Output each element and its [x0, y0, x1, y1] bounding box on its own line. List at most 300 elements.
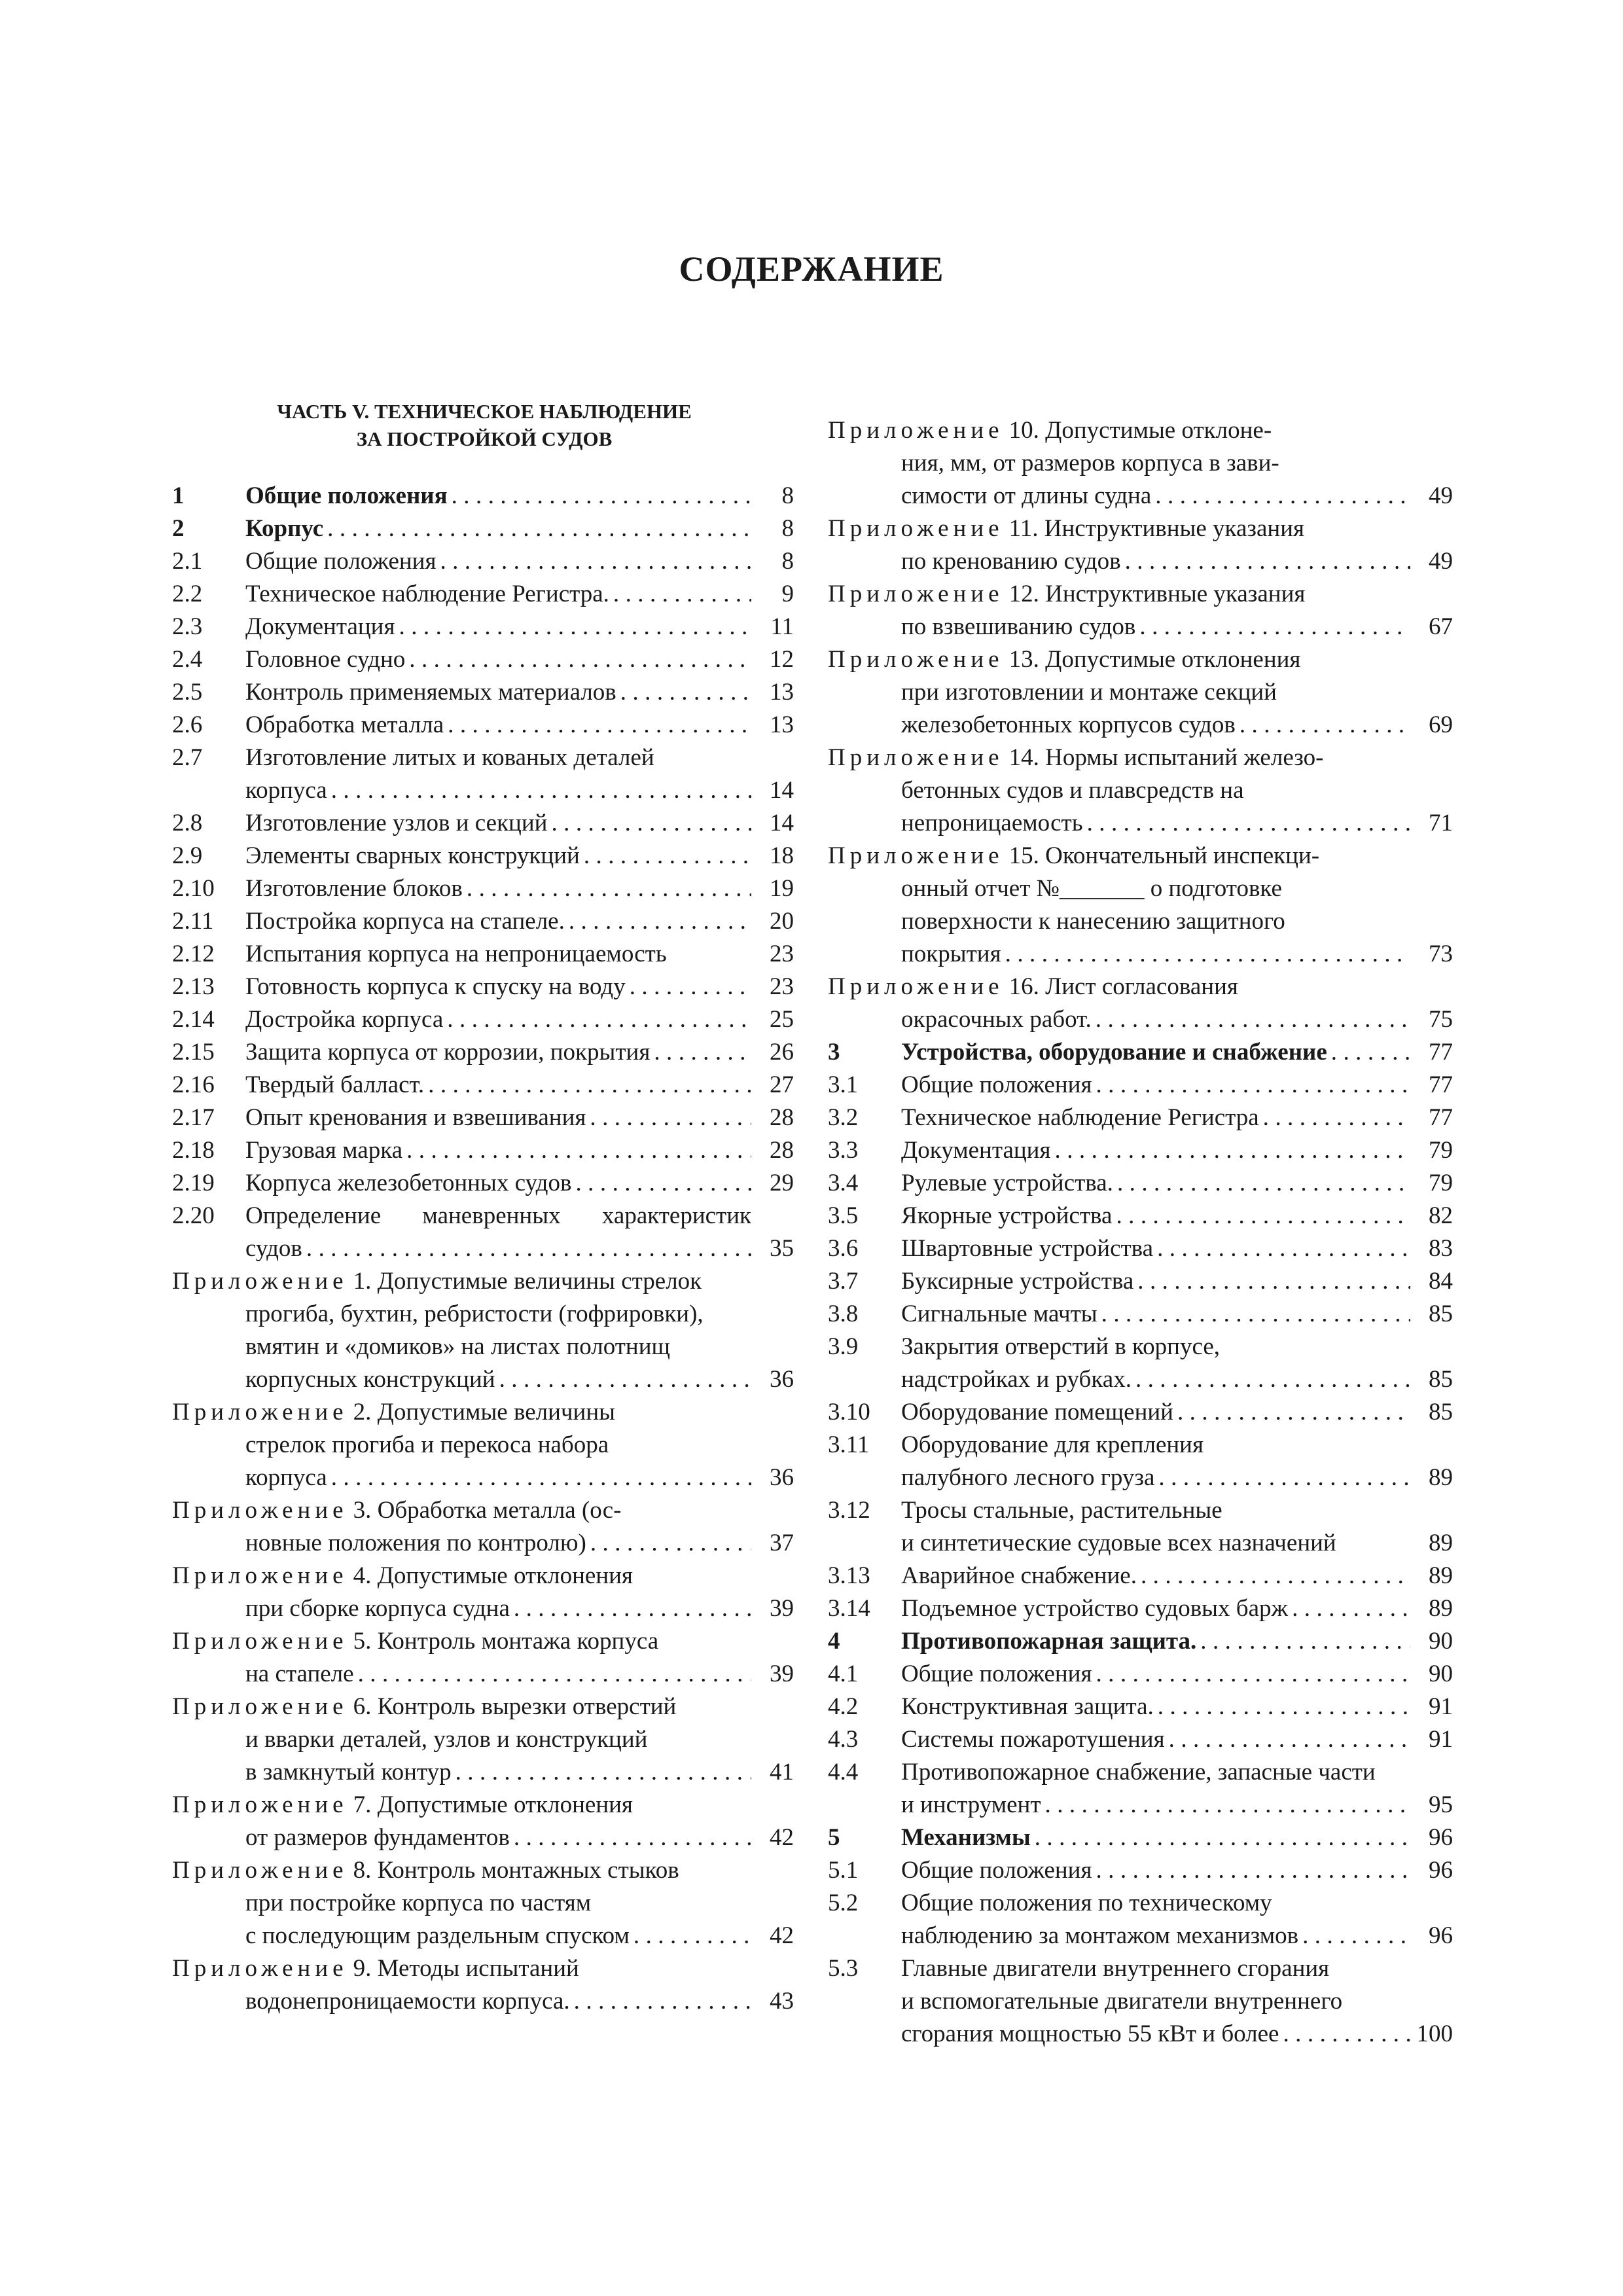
toc-entry-body: [901, 1167, 1410, 1200]
toc-entry-title: Изготовление узлов и секций: [245, 810, 548, 836]
part-title-line1: ЧАСТЬ V. ТЕХНИЧЕСКОЕ НАБЛЮДЕНИЕ: [277, 400, 692, 423]
toc-entry-body: [245, 1200, 751, 1265]
toc-entry: [172, 480, 794, 512]
toc-entry-body: [245, 1167, 751, 1200]
toc-entry-title: Общие положения: [901, 1071, 1092, 1098]
toc-entry-number: 2.5: [172, 679, 203, 706]
appendix-entry-title: 11. Инструктивные указания: [1008, 515, 1305, 542]
appendix-entry-line: [828, 872, 1410, 905]
appendix-entry: [828, 643, 1453, 742]
toc-entry-title: Достройка корпуса: [245, 1006, 444, 1033]
toc-entry-title: и инструмент: [901, 1791, 1041, 1818]
dot-leader: [514, 1592, 751, 1625]
toc-entry-title: Общие положения: [901, 1857, 1092, 1884]
appendix-entry: [828, 414, 1453, 512]
toc-entry-line: [901, 1298, 1410, 1331]
appendix-entry-title: 2. Допустимые величины: [353, 1399, 615, 1426]
toc-entry: [172, 1003, 794, 1036]
appendix-entry-line: [172, 1887, 751, 1920]
toc-page-number: 9: [781, 581, 794, 607]
toc-entry-line: [245, 578, 751, 611]
toc-entry-line: [901, 1102, 1410, 1134]
appendix-entry-line: [828, 414, 1410, 447]
appendix-entry-title: на стапеле: [245, 1660, 354, 1687]
toc-entry: [172, 676, 794, 709]
toc-entry-number: 2.16: [172, 1071, 215, 1098]
toc-entry-body: [901, 1494, 1410, 1560]
toc-entry-number: 2.14: [172, 1006, 215, 1033]
dot-leader: [633, 1920, 751, 1952]
toc-entry: [172, 611, 794, 643]
toc-entry-body: [901, 1756, 1410, 1821]
dot-leader: [1137, 1265, 1410, 1298]
toc-left-column: [172, 480, 794, 2018]
appendix-entry-title: бетонных судов и плавсредств на: [901, 777, 1244, 804]
appendix-entry-body: [172, 1691, 751, 1789]
toc-entry-title: Изготовление литых и кованых деталей: [245, 744, 654, 771]
dot-leader: [327, 512, 751, 545]
toc-entry: [172, 872, 794, 905]
toc-entry-title: Якорные устройства: [901, 1202, 1113, 1229]
toc-entry-title: Закрытия отверстий в корпусе,: [901, 1333, 1220, 1360]
toc-entry-line: [245, 1200, 751, 1232]
toc-entry-number: 2.8: [172, 810, 203, 836]
appendix-entry: [172, 1265, 794, 1396]
toc-entry-title: корпуса: [245, 777, 327, 804]
toc-entry: [172, 709, 794, 742]
appendix-entry-title: непроницаемость: [901, 810, 1083, 836]
toc-entry-number: 3.5: [828, 1202, 859, 1229]
appendix-entry-title: поверхности к нанесению защитного: [901, 908, 1285, 935]
toc-entry-number: 5: [828, 1824, 840, 1851]
toc-entry-title: Главные двигатели внутреннего сгорания: [901, 1955, 1330, 1982]
toc-entry-number: 2.4: [172, 646, 203, 673]
toc-entry: [828, 1658, 1453, 1691]
dot-leader: [620, 676, 751, 709]
appendix-entry-title: корпусных конструкций: [245, 1366, 495, 1393]
toc-entry: [828, 1723, 1453, 1756]
toc-entry-line: [901, 1952, 1410, 1985]
toc-page-number: 79: [1429, 1137, 1453, 1164]
dot-leader: [590, 1527, 751, 1560]
toc-entry-title: сгорания мощностью 55 кВт и более: [901, 2020, 1279, 2047]
toc-entry-number: 2.3: [172, 613, 203, 640]
toc-entry-number: 4.1: [828, 1660, 859, 1687]
toc-entry-line: [901, 1625, 1410, 1658]
dot-leader: [1096, 1658, 1410, 1691]
appendix-label: Приложение: [172, 1399, 348, 1426]
toc-entry-number: 4: [828, 1628, 840, 1655]
toc-entry-title: Буксирные устройства: [901, 1268, 1134, 1295]
appendix-entry-line: [172, 1331, 751, 1363]
appendix-label: Приложение: [828, 417, 1004, 444]
toc-page-number: 12: [770, 646, 794, 673]
toc-entry-number: 2.17: [172, 1104, 215, 1131]
toc-entry-body: [901, 1592, 1410, 1625]
toc-entry: [828, 1756, 1453, 1821]
dot-leader: [409, 643, 751, 676]
appendix-entry-line: [828, 774, 1410, 807]
toc-page-number: 77: [1429, 1039, 1453, 1066]
toc-entry-body: [245, 480, 751, 512]
toc-page-number: 20: [770, 908, 794, 935]
dot-leader: [452, 480, 751, 512]
appendix-entry: [172, 1396, 794, 1494]
dot-leader: [1101, 1298, 1410, 1331]
appendix-label: Приложение: [828, 973, 1004, 1000]
toc-entry: [172, 1200, 794, 1265]
toc-entry-line: [245, 643, 751, 676]
appendix-entry-body: [828, 414, 1410, 512]
toc-entry-line: [901, 1560, 1410, 1592]
appendix-entry-line: [828, 611, 1410, 643]
toc-entry-title: Техническое наблюдение Регистра.: [245, 581, 609, 607]
toc-entry-number: 2.15: [172, 1039, 215, 1066]
toc-entry: [828, 1952, 1453, 2051]
dot-leader: [1283, 2018, 1410, 2051]
toc-entry-number: 3.12: [828, 1497, 870, 1524]
toc-entry-title: Общие положения: [901, 1660, 1092, 1687]
dot-leader: [467, 872, 751, 905]
toc-entry-title: Сигнальные мачты: [901, 1300, 1097, 1327]
toc-entry-body: [245, 1069, 751, 1102]
page-title: СОДЕРЖАНИЕ: [679, 249, 944, 289]
toc-entry-body: [245, 1102, 751, 1134]
toc-entry-number: 2.19: [172, 1170, 215, 1196]
toc-entry-title: Общие положения: [245, 482, 448, 509]
appendix-entry-title: водонепроницаемости корпуса.: [245, 1988, 570, 2015]
toc-entry-line: [245, 774, 751, 807]
toc-entry-line: [901, 1363, 1410, 1396]
toc-entry-line: [245, 807, 751, 840]
toc-entry-number: 3.9: [828, 1333, 859, 1360]
appendix-label: Приложение: [172, 1693, 348, 1720]
toc-page-number: 90: [1429, 1660, 1453, 1687]
toc-page-number: 8: [781, 548, 794, 575]
appendix-entry-title: и вварки деталей, узлов и конструкций: [245, 1726, 648, 1753]
dot-leader: [514, 1821, 751, 1854]
toc-entry-title: Твердый балласт.: [245, 1071, 425, 1098]
toc-entry-number: 2.12: [172, 941, 215, 967]
toc-page-number: 29: [770, 1170, 794, 1196]
toc-entry-title: Обработка металла: [245, 711, 444, 738]
toc-entry: [828, 1265, 1453, 1298]
toc-entry-number: 4.2: [828, 1693, 859, 1720]
toc-page-number: 14: [770, 810, 794, 836]
toc-entry-number: 1: [172, 482, 185, 509]
toc-page-number: 25: [770, 1006, 794, 1033]
toc-page-number: 79: [1429, 1170, 1453, 1196]
toc-page-number: 19: [770, 875, 794, 902]
dot-leader: [1158, 1462, 1410, 1494]
toc-page-number: 26: [770, 1039, 794, 1066]
appendix-entry-line: [828, 807, 1410, 840]
toc-entry-body: [901, 1560, 1410, 1592]
toc-entry-number: 2.13: [172, 973, 215, 1000]
appendix-entry-line: [828, 545, 1410, 578]
toc-entry-body: [245, 840, 751, 872]
appendix-entry: [828, 578, 1453, 643]
dot-leader: [551, 807, 751, 840]
dot-leader: [1096, 1003, 1410, 1036]
appendix-entry-body: [828, 643, 1410, 742]
toc-entry-number: 2: [172, 515, 185, 542]
dot-leader: [331, 1462, 751, 1494]
toc-page-number: 75: [1429, 1006, 1453, 1033]
toc-page-number: 77: [1429, 1104, 1453, 1131]
toc-entry-number: 3.1: [828, 1071, 859, 1098]
toc-page-number: 85: [1429, 1366, 1453, 1393]
toc-entry-title: Защита корпуса от коррозии, покрытия: [245, 1039, 651, 1066]
toc-page-number: 85: [1429, 1300, 1453, 1327]
toc-page-number: 71: [1429, 810, 1453, 836]
toc-entry-number: 2.18: [172, 1137, 215, 1164]
toc-entry-number: 3.2: [828, 1104, 859, 1131]
toc-entry-line: [245, 512, 751, 545]
toc-entry-body: [245, 578, 751, 611]
appendix-label: Приложение: [828, 515, 1004, 542]
toc-entry-title: Документация: [245, 613, 395, 640]
appendix-entry-line: [172, 1821, 751, 1854]
toc-entry-line: [901, 1232, 1410, 1265]
toc-entry-line: [901, 1723, 1410, 1756]
toc-entry-body: [245, 1036, 751, 1069]
appendix-entry-title: 16. Лист согласования: [1008, 973, 1238, 1000]
toc-entry-line: [245, 709, 751, 742]
dot-leader: [654, 1036, 751, 1069]
toc-page-number: 43: [770, 1988, 794, 2015]
toc-entry-title: судов: [245, 1235, 302, 1262]
appendix-entry-line: [172, 1789, 751, 1821]
toc-entry: [172, 742, 794, 807]
appendix-entry-title: при изготовлении и монтаже секций: [901, 679, 1277, 706]
toc-entry-title: Общие положения по техническому: [901, 1890, 1272, 1916]
toc-entry-line: [245, 1134, 751, 1167]
toc-entry-line: [901, 1887, 1410, 1920]
toc-page-number: 89: [1429, 1530, 1453, 1556]
toc-entry-title: Конструктивная защита.: [901, 1693, 1154, 1720]
toc-entry-number: 3.14: [828, 1595, 870, 1622]
toc-entry: [828, 1232, 1453, 1265]
dot-leader: [1096, 1069, 1410, 1102]
dot-leader: [1263, 1102, 1410, 1134]
appendix-entry-line: [172, 1592, 751, 1625]
toc-entry-line: [901, 1265, 1410, 1298]
appendix-entry-title: с последующим раздельным спуском: [245, 1922, 630, 1949]
toc-right-column: [828, 414, 1453, 2051]
dot-leader: [1158, 1691, 1410, 1723]
toc-entry-title: Общие положения: [245, 548, 437, 575]
toc-entry-title: Контроль применяемых материалов: [245, 679, 616, 706]
toc-entry-line: [901, 1789, 1410, 1821]
toc-entry-title: Тросы стальные, растительные: [901, 1497, 1222, 1524]
dot-leader: [575, 1167, 751, 1200]
toc-entry: [172, 938, 794, 971]
appendix-entry-title: 10. Допустимые отклоне-: [1008, 417, 1272, 444]
toc-entry-body: [901, 1625, 1410, 1658]
dot-leader: [1135, 1363, 1410, 1396]
toc-entry: [172, 512, 794, 545]
appendix-entry-line: [172, 1920, 751, 1952]
toc-page-number: 69: [1429, 711, 1453, 738]
toc-entry-body: [245, 545, 751, 578]
part-title: [170, 398, 798, 453]
appendix-label: Приложение: [172, 1268, 348, 1295]
toc-entry-number: 3.4: [828, 1170, 859, 1196]
toc-entry: [172, 1167, 794, 1200]
toc-entry-line: [245, 676, 751, 709]
toc-entry-title: Оборудование помещений: [901, 1399, 1173, 1426]
toc-entry: [172, 1036, 794, 1069]
toc-entry-body: [245, 938, 751, 971]
appendix-entry-body: [828, 742, 1410, 840]
toc-entry-number: 2.1: [172, 548, 203, 575]
toc-page-number: 8: [781, 482, 794, 509]
appendix-entry-title: 6. Контроль вырезки отверстий: [353, 1693, 677, 1720]
toc-entry-line: [901, 1036, 1410, 1069]
toc-entry-title: и вспомогательные двигатели внутреннего: [901, 1988, 1343, 2015]
toc-entry-line: [901, 1985, 1410, 2018]
toc-entry-number: 3.13: [828, 1562, 870, 1589]
toc-entry: [828, 1821, 1453, 1854]
toc-entry-body: [901, 1200, 1410, 1232]
appendix-entry-title: 1. Допустимые величины стрелок: [353, 1268, 702, 1295]
toc-page-number: 67: [1429, 613, 1453, 640]
toc-entry-title: Грузовая марка: [245, 1137, 403, 1164]
toc-page-number: 91: [1429, 1693, 1453, 1720]
toc-entry-title: Техническое наблюдение Регистра: [901, 1104, 1259, 1131]
toc-entry: [828, 1625, 1453, 1658]
toc-entry-number: 3.8: [828, 1300, 859, 1327]
appendix-entry-line: [172, 1854, 751, 1887]
dot-leader: [1141, 1560, 1410, 1592]
appendix-entry-title: по кренованию судов: [901, 548, 1121, 575]
toc-entry-body: [901, 1036, 1410, 1069]
toc-entry-line: [901, 1200, 1410, 1232]
dot-leader: [1200, 1625, 1410, 1658]
appendix-entry-line: [828, 840, 1410, 872]
toc-page-number: 42: [770, 1922, 794, 1949]
toc-entry-body: [901, 1821, 1410, 1854]
appendix-entry: [172, 1691, 794, 1789]
toc-page-number: 11: [770, 613, 794, 640]
toc-entry-number: 3.10: [828, 1399, 870, 1426]
appendix-entry-line: [828, 447, 1410, 480]
dot-leader: [1155, 480, 1410, 512]
appendix-entry-title: 3. Обработка металла (ос-: [353, 1497, 622, 1524]
appendix-entry-title: 9. Методы испытаний: [353, 1955, 579, 1982]
appendix-entry-line: [828, 938, 1410, 971]
appendix-entry-title: 4. Допустимые отклонения: [353, 1562, 633, 1589]
appendix-entry-line: [828, 676, 1410, 709]
toc-entry-line: [245, 480, 751, 512]
appendix-entry-title: железобетонных корпусов судов: [901, 711, 1236, 738]
appendix-entry-body: [172, 1560, 751, 1625]
toc-entry-body: [245, 676, 751, 709]
toc-entry-body: [245, 512, 751, 545]
toc-entry-number: 3.6: [828, 1235, 859, 1262]
appendix-label: Приложение: [172, 1955, 348, 1982]
toc-entry-body: [901, 1658, 1410, 1691]
toc-entry-body: [901, 1723, 1410, 1756]
appendix-entry-title: окрасочных работ.: [901, 1006, 1092, 1033]
appendix-entry: [828, 742, 1453, 840]
toc-entry-line: [245, 611, 751, 643]
toc-entry-title: надстройках и рубках.: [901, 1366, 1132, 1393]
toc-entry-title: Швартовные устройства: [901, 1235, 1154, 1262]
toc-entry-line: [245, 971, 751, 1003]
toc-entry-line: [901, 1658, 1410, 1691]
toc-entry-body: [245, 1134, 751, 1167]
toc-page-number: 89: [1429, 1464, 1453, 1491]
toc-entry-body: [901, 1298, 1410, 1331]
toc-page-number: 96: [1429, 1857, 1453, 1884]
appendix-entry-title: 15. Окончательный инспекци-: [1008, 842, 1320, 869]
appendix-entry-line: [172, 1560, 751, 1592]
toc-page-number: 49: [1429, 548, 1453, 575]
toc-page-number: 96: [1429, 1824, 1453, 1851]
toc-entry-line: [245, 545, 751, 578]
toc-entry-number: 3.7: [828, 1268, 859, 1295]
dot-leader: [1087, 807, 1410, 840]
toc-page-number: 84: [1429, 1268, 1453, 1295]
toc-entry: [828, 1069, 1453, 1102]
appendix-entry-body: [172, 1625, 751, 1691]
dot-leader: [1331, 1036, 1410, 1069]
toc-entry: [172, 1102, 794, 1134]
appendix-entry-line: [828, 480, 1410, 512]
appendix-label: Приложение: [828, 581, 1004, 607]
appendix-entry: [172, 1625, 794, 1691]
toc-page-number: 13: [770, 711, 794, 738]
toc-entry-body: [901, 1134, 1410, 1167]
toc-entry-number: 2.7: [172, 744, 203, 771]
appendix-entry-line: [172, 1494, 751, 1527]
toc-entry-line: [901, 1592, 1410, 1625]
toc-page-number: 8: [781, 515, 794, 542]
appendix-entry-line: [828, 905, 1410, 938]
toc-entry-title: Опыт кренования и взвешивания: [245, 1104, 586, 1131]
toc-entry-title: Определение маневренных характеристик: [245, 1202, 751, 1229]
toc-entry-line: [245, 1167, 751, 1200]
toc-entry-title: Готовность корпуса к спуску на воду: [245, 973, 626, 1000]
toc-entry-line: [901, 1691, 1410, 1723]
toc-entry-body: [245, 807, 751, 840]
dot-leader: [1157, 1232, 1410, 1265]
toc-entry: [172, 905, 794, 938]
dot-leader: [455, 1756, 751, 1789]
appendix-label: Приложение: [172, 1857, 348, 1884]
toc-page-number: 77: [1429, 1071, 1453, 1098]
appendix-entry-line: [172, 1723, 751, 1756]
toc-entry-line: [901, 1069, 1410, 1102]
toc-entry-body: [901, 1069, 1410, 1102]
toc-entry: [828, 1134, 1453, 1167]
toc-entry-title: Элементы сварных конструкций: [245, 842, 580, 869]
dot-leader: [1055, 1134, 1410, 1167]
toc-entry: [828, 1102, 1453, 1134]
appendix-entry-line: [828, 1003, 1410, 1036]
toc-page-number: 28: [770, 1104, 794, 1131]
toc-entry-body: [245, 643, 751, 676]
toc-entry-number: 4.4: [828, 1759, 859, 1785]
appendix-entry-line: [172, 1527, 751, 1560]
appendix-entry-title: 5. Контроль монтажа корпуса: [353, 1628, 659, 1655]
appendix-entry-line: [828, 512, 1410, 545]
toc-entry: [828, 1691, 1453, 1723]
toc-entry-title: Корпус: [245, 515, 324, 542]
toc-entry-number: 4.3: [828, 1726, 859, 1753]
